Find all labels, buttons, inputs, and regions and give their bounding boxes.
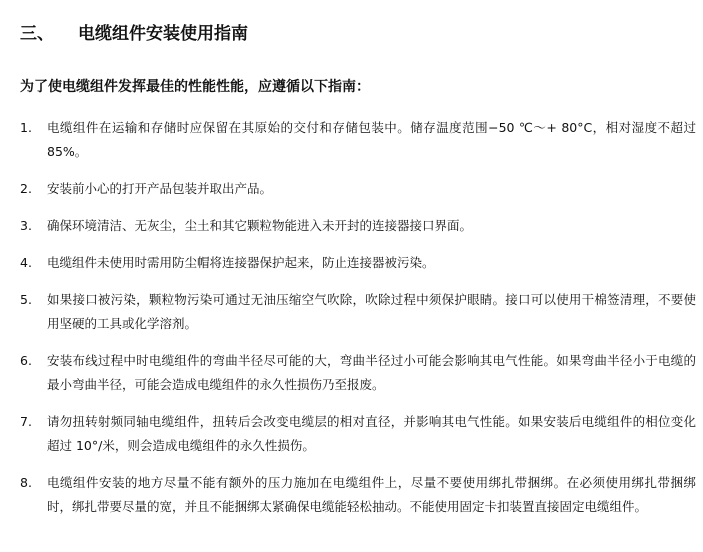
list-item-number: 2. (20, 181, 32, 196)
list-item-text: 如果接口被污染，颗粒物污染可通过无油压缩空气吹除，吹除过程中须保护眼睛。接口可以使用干棉签清理，不要使用坚硬的工具或化学溶剂。 (47, 292, 696, 331)
list-item (20, 349, 696, 397)
list-item-number: 1. (20, 120, 32, 135)
list-item (20, 251, 696, 275)
list-item-number: 7. (20, 414, 32, 429)
list-item-number: 3. (20, 218, 32, 233)
list-item-number: 5. (20, 292, 32, 307)
list-item-number: 8. (20, 475, 32, 490)
list-item-text: 电缆组件未使用时需用防尘帽将连接器保护起来，防止连接器被污染。 (47, 255, 435, 270)
list-item-number: 6. (20, 353, 32, 368)
list-item (20, 471, 696, 519)
list-item (20, 214, 696, 238)
list-item-text: 电缆组件安装的地方尽量不能有额外的压力施加在电缆组件上，尽量不要使用绑扎带捆绑。在必须使用绑扎带捆绑时，绑扎带要尽量的宽，并且不能捆绑太紧确保电缆能轻松抽动。不能使用固定卡扣装置直接固定电缆组件。 (47, 475, 696, 514)
list-item (20, 410, 696, 458)
list-item (20, 116, 696, 164)
list-item-number: 4. (20, 255, 32, 270)
list-item (20, 288, 696, 336)
list-item-text: 电缆组件在运输和存储时应保留在其原始的交付和存储包装中。储存温度范围−50 ℃～+ 80°C，相对湿度不超过 85%。 (47, 120, 696, 159)
section-number: 三、 (20, 24, 54, 44)
intro-paragraph: 为了使电缆组件发挥最佳的性能性能，应遵循以下指南： (20, 79, 370, 95)
list-item-text: 安装前小心的打开产品包装并取出产品。 (47, 181, 273, 196)
list-item-text: 安装布线过程中时电缆组件的弯曲半径尽可能的大，弯曲半径过小可能会影响其电气性能。如果弯曲半径小于电缆的最小弯曲半径，可能会造成电缆组件的永久性损伤乃至报废。 (47, 353, 696, 392)
list-item (20, 177, 696, 201)
list-item-text: 请勿扭转射频同轴电缆组件，扭转后会改变电缆层的相对直径，并影响其电气性能。如果安装后电缆组件的相位变化超过 10°/米，则会造成电缆组件的永久性损伤。 (47, 414, 696, 453)
section-title: 电缆组件安装使用指南 (78, 24, 248, 44)
list-item-text: 确保环境清洁、无灰尘，尘土和其它颗粒物能进入未开封的连接器接口界面。 (47, 218, 473, 233)
guideline-list (20, 116, 696, 532)
section-heading (20, 22, 248, 46)
